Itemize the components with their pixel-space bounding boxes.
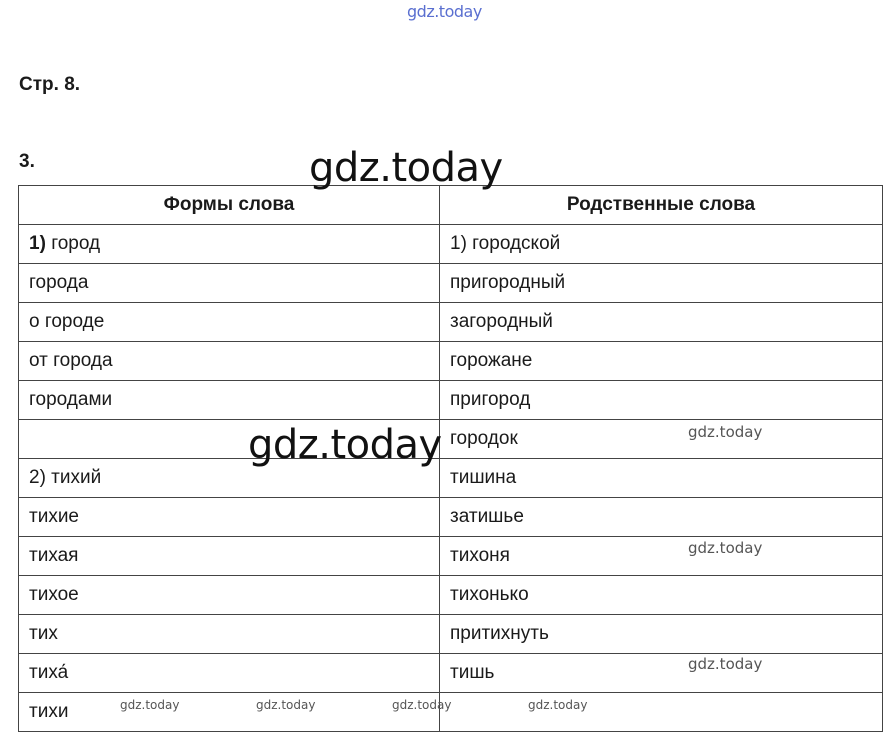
word-form-cell: города bbox=[19, 264, 440, 303]
table-row bbox=[19, 576, 883, 615]
header-word-forms: Формы слова bbox=[19, 186, 440, 225]
related-word-cell: загородный bbox=[440, 303, 883, 342]
related-word-cell: пригородный bbox=[440, 264, 883, 303]
word-form-cell: 2) тихий bbox=[19, 459, 440, 498]
related-word-cell bbox=[440, 693, 883, 732]
table-row bbox=[19, 342, 883, 381]
watermark-small: gdz.today bbox=[688, 539, 763, 557]
word-form-cell bbox=[19, 225, 440, 264]
watermark-top: gdz.today bbox=[407, 2, 482, 21]
watermark-small: gdz.today bbox=[688, 655, 763, 673]
watermark-large: gdz.today bbox=[248, 422, 442, 468]
related-word-cell: тишина bbox=[440, 459, 883, 498]
related-word-cell: пригород bbox=[440, 381, 883, 420]
watermark-large: gdz.today bbox=[309, 145, 503, 191]
watermark-tiny: gdz.today bbox=[256, 698, 316, 712]
table-row bbox=[19, 381, 883, 420]
watermark-tiny: gdz.today bbox=[120, 698, 180, 712]
table-row bbox=[19, 615, 883, 654]
related-word-cell: тихонько bbox=[440, 576, 883, 615]
related-word-cell: 1) городской bbox=[440, 225, 883, 264]
related-word-cell: горожане bbox=[440, 342, 883, 381]
word-form-cell: тихи bbox=[19, 693, 440, 732]
related-word-cell: городок bbox=[440, 420, 883, 459]
related-word-cell: тихоня bbox=[440, 537, 883, 576]
table-row bbox=[19, 264, 883, 303]
word-form-cell: от города bbox=[19, 342, 440, 381]
watermark-small: gdz.today bbox=[688, 423, 763, 441]
word-form-cell: тих bbox=[19, 615, 440, 654]
watermark-tiny: gdz.today bbox=[392, 698, 452, 712]
table-row bbox=[19, 225, 883, 264]
related-word-cell: притихнуть bbox=[440, 615, 883, 654]
page-title: Стр. 8. bbox=[19, 74, 81, 95]
watermark-tiny: gdz.today bbox=[528, 698, 588, 712]
word-form-cell: тихое bbox=[19, 576, 440, 615]
item-number: 1) bbox=[29, 233, 46, 254]
related-word-cell: затишье bbox=[440, 498, 883, 537]
word-form-cell: тихие bbox=[19, 498, 440, 537]
related-word-cell: тишь bbox=[440, 654, 883, 693]
word-form-cell: тихая bbox=[19, 537, 440, 576]
word-table bbox=[18, 185, 883, 732]
table-row bbox=[19, 498, 883, 537]
table-header-row bbox=[19, 186, 883, 225]
word-form-cell: городами bbox=[19, 381, 440, 420]
task-number: 3. bbox=[19, 151, 35, 172]
header-related-words: Родственные слова bbox=[440, 186, 883, 225]
word-form-cell: о городе bbox=[19, 303, 440, 342]
word-form-cell: тиха́ bbox=[19, 654, 440, 693]
table-row bbox=[19, 303, 883, 342]
table-row bbox=[19, 459, 883, 498]
word-form-text: город bbox=[51, 233, 101, 254]
